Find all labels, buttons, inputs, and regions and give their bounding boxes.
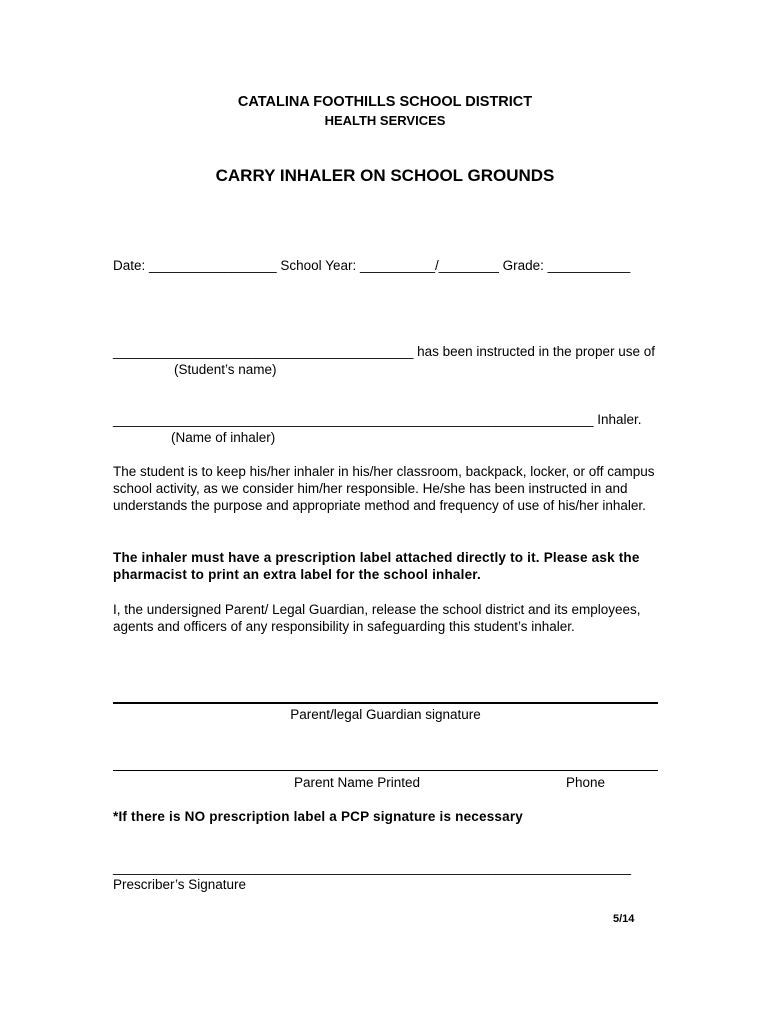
date-year-grade-line[interactable]: Date: _________________ School Year: __________/________ Grade: ___________ bbox=[113, 258, 631, 273]
pcp-signature-note: *If there is NO prescription label a PCP signature is necessary bbox=[113, 809, 524, 824]
revision-date: 5/14 bbox=[613, 913, 635, 925]
parent-name-label: Parent Name Printed bbox=[294, 775, 421, 790]
student-name-label: (Student’s name) bbox=[174, 362, 277, 377]
form-title: CARRY INHALER ON SCHOOL GROUNDS bbox=[215, 166, 555, 185]
inhaler-name-label: (Name of inhaler) bbox=[171, 430, 276, 445]
release-paragraph: I, the undersigned Parent/ Legal Guardian, release the school district and its employees, agents and officers of any responsibility in safeguarding this student’s inhaler. bbox=[113, 602, 641, 634]
phone-label: Phone bbox=[566, 775, 606, 790]
district-name: CATALINA FOOTHILLS SCHOOL DISTRICT bbox=[237, 94, 533, 110]
student-name-line[interactable]: ________________________________________ has been instructed in the proper use of bbox=[113, 344, 655, 359]
inhaler-name-line[interactable]: ________________________________________________________________ Inhaler. bbox=[113, 412, 642, 427]
guardian-signature-label: Parent/legal Guardian signature bbox=[290, 707, 481, 722]
guardian-signature-line[interactable] bbox=[113, 702, 658, 704]
parent-name-phone-line[interactable] bbox=[113, 770, 658, 771]
prescriber-signature-line[interactable]: _____________________________________________________________________ bbox=[113, 860, 632, 875]
responsibility-paragraph: The student is to keep his/her inhaler in his/her classroom, backpack, locker, or off campus school activity, as we consider him/her responsible. He/she has been instructed in and understands the purpose and appropriate method and frequency of use of his/her inhaler. bbox=[113, 464, 655, 513]
prescriber-signature-label: Prescriber’s Signature bbox=[113, 877, 247, 892]
department-name: HEALTH SERVICES bbox=[324, 113, 446, 128]
prescription-label-notice: The inhaler must have a prescription label attached directly to it. Please ask the pharmacist to print an extra label for the school inhaler. bbox=[113, 550, 640, 582]
